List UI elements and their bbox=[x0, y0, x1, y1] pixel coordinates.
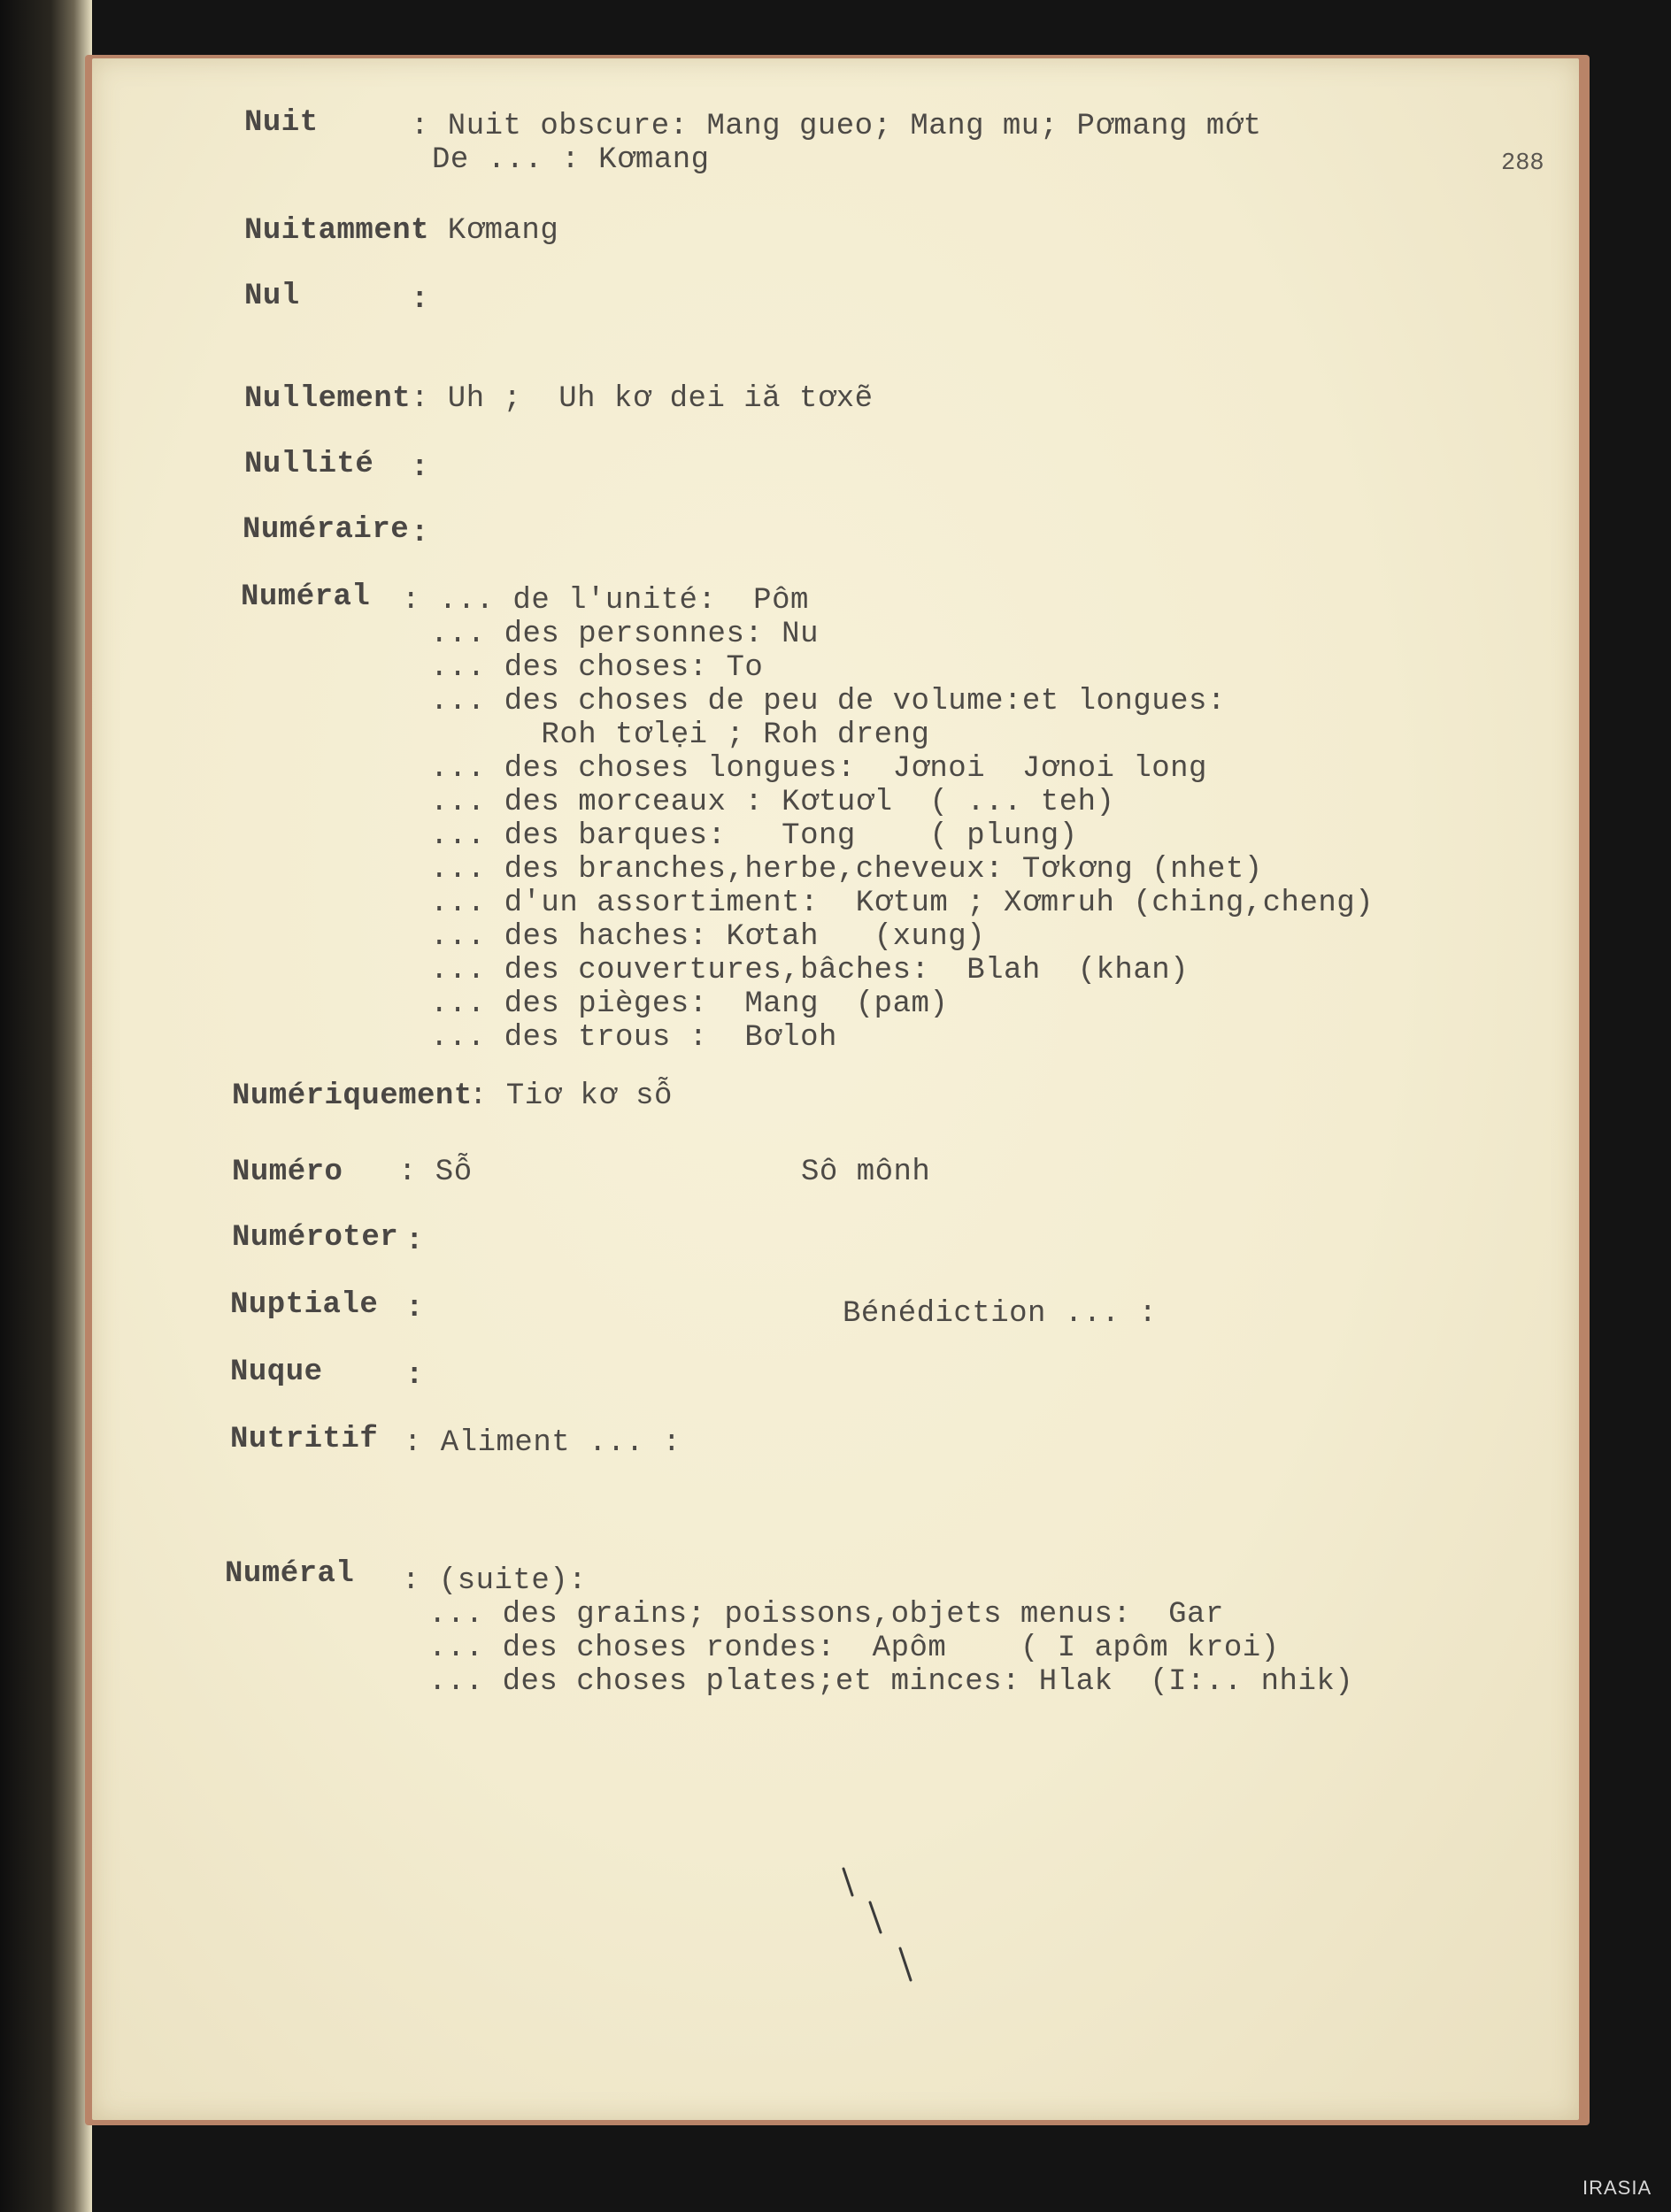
headword: Nullement bbox=[244, 382, 412, 416]
translation-line: : (suite): bbox=[402, 1564, 588, 1598]
translation-line: ... des trous : Bơloh bbox=[430, 1021, 837, 1055]
headword: Nuitamment bbox=[244, 214, 430, 248]
translation-line: ... des personnes: Nu bbox=[430, 618, 819, 651]
translation-line: Sô mônh bbox=[801, 1156, 931, 1189]
book-spine-shadow bbox=[0, 0, 92, 2212]
translation-line: : Aliment ... : bbox=[404, 1426, 681, 1460]
typed-page bbox=[92, 58, 1579, 2120]
translation-line: : bbox=[411, 517, 429, 550]
translation-line: : Uh ; Uh kơ dei iă tơxẽ bbox=[411, 382, 874, 416]
translation-line: ... des branches,herbe,cheveux: Tơkơng (nhet) bbox=[430, 853, 1263, 887]
translation-line: ... des choses: To bbox=[430, 651, 764, 685]
headword: Numéral bbox=[241, 580, 371, 614]
translation-line: ... des couvertures,bâches: Blah (khan) bbox=[430, 954, 1190, 987]
translation-line: : bbox=[405, 1359, 424, 1393]
translation-line: ... des choses plates;et minces: Hlak (I:.. nhik) bbox=[428, 1665, 1354, 1699]
headword: Numéraire bbox=[243, 513, 410, 547]
headword: Nuit bbox=[244, 106, 319, 140]
headword: Numéro bbox=[232, 1156, 343, 1189]
translation-line: ... des morceaux : Kơtuơl ( ... teh) bbox=[430, 786, 1115, 819]
translation-line: De ... : Kơmang bbox=[432, 143, 710, 177]
translation-line: : Kơmang bbox=[411, 214, 559, 248]
pencil-tick-marks bbox=[840, 1863, 937, 1987]
headword: Nuptiale bbox=[230, 1288, 379, 1322]
tick-mark bbox=[900, 1948, 911, 1980]
translation-line: : Sỗ bbox=[398, 1156, 473, 1189]
translation-line: Bénédiction ... : bbox=[843, 1297, 1158, 1331]
translation-line: Roh tơlẹi ; Roh dreng bbox=[430, 718, 930, 752]
translation-line: : bbox=[411, 451, 429, 485]
page-number: 288 bbox=[1501, 150, 1544, 177]
translation-line: ... des choses de peu de volume:et longues: bbox=[430, 685, 1226, 718]
translation-line: ... des haches: Kơtah (xung) bbox=[430, 920, 986, 954]
translation-line: : ... de l'unité: Pôm bbox=[402, 584, 809, 618]
archive-watermark: IRASIA bbox=[1582, 2177, 1652, 2199]
tick-mark bbox=[870, 1902, 881, 1932]
translation-line: : bbox=[405, 1225, 424, 1258]
tick-mark bbox=[843, 1869, 852, 1895]
headword: Numéroter bbox=[232, 1221, 399, 1255]
headword: Nuque bbox=[230, 1356, 323, 1389]
headword: Nutritif bbox=[230, 1423, 379, 1456]
translation-line: ... des choses longues: Jơnoi Jơnoi long bbox=[430, 752, 1207, 786]
translation-line: : Nuit obscure: Mang gueo; Mang mu; Pơmang mớt bbox=[411, 110, 1262, 143]
translation-line: ... des choses rondes: Apôm ( I apôm kroi) bbox=[428, 1632, 1280, 1665]
headword: Nullité bbox=[244, 448, 374, 481]
translation-line: : bbox=[411, 283, 429, 317]
headword: Numéral bbox=[225, 1557, 355, 1591]
headword: Numériquement bbox=[232, 1079, 473, 1113]
translation-line: ... des barques: Tong ( plung) bbox=[430, 819, 1078, 853]
translation-line: ... des pièges: Mang (pam) bbox=[430, 987, 949, 1021]
translation-line: : Tiơ kơ sỗ bbox=[469, 1079, 673, 1113]
translation-line: : bbox=[405, 1292, 424, 1325]
translation-line: ... d'un assortiment: Kơtum ; Xơmruh (ching,cheng) bbox=[430, 887, 1375, 920]
headword: Nul bbox=[244, 280, 300, 313]
translation-line: ... des grains; poissons,objets menus: Gar bbox=[428, 1598, 1224, 1632]
